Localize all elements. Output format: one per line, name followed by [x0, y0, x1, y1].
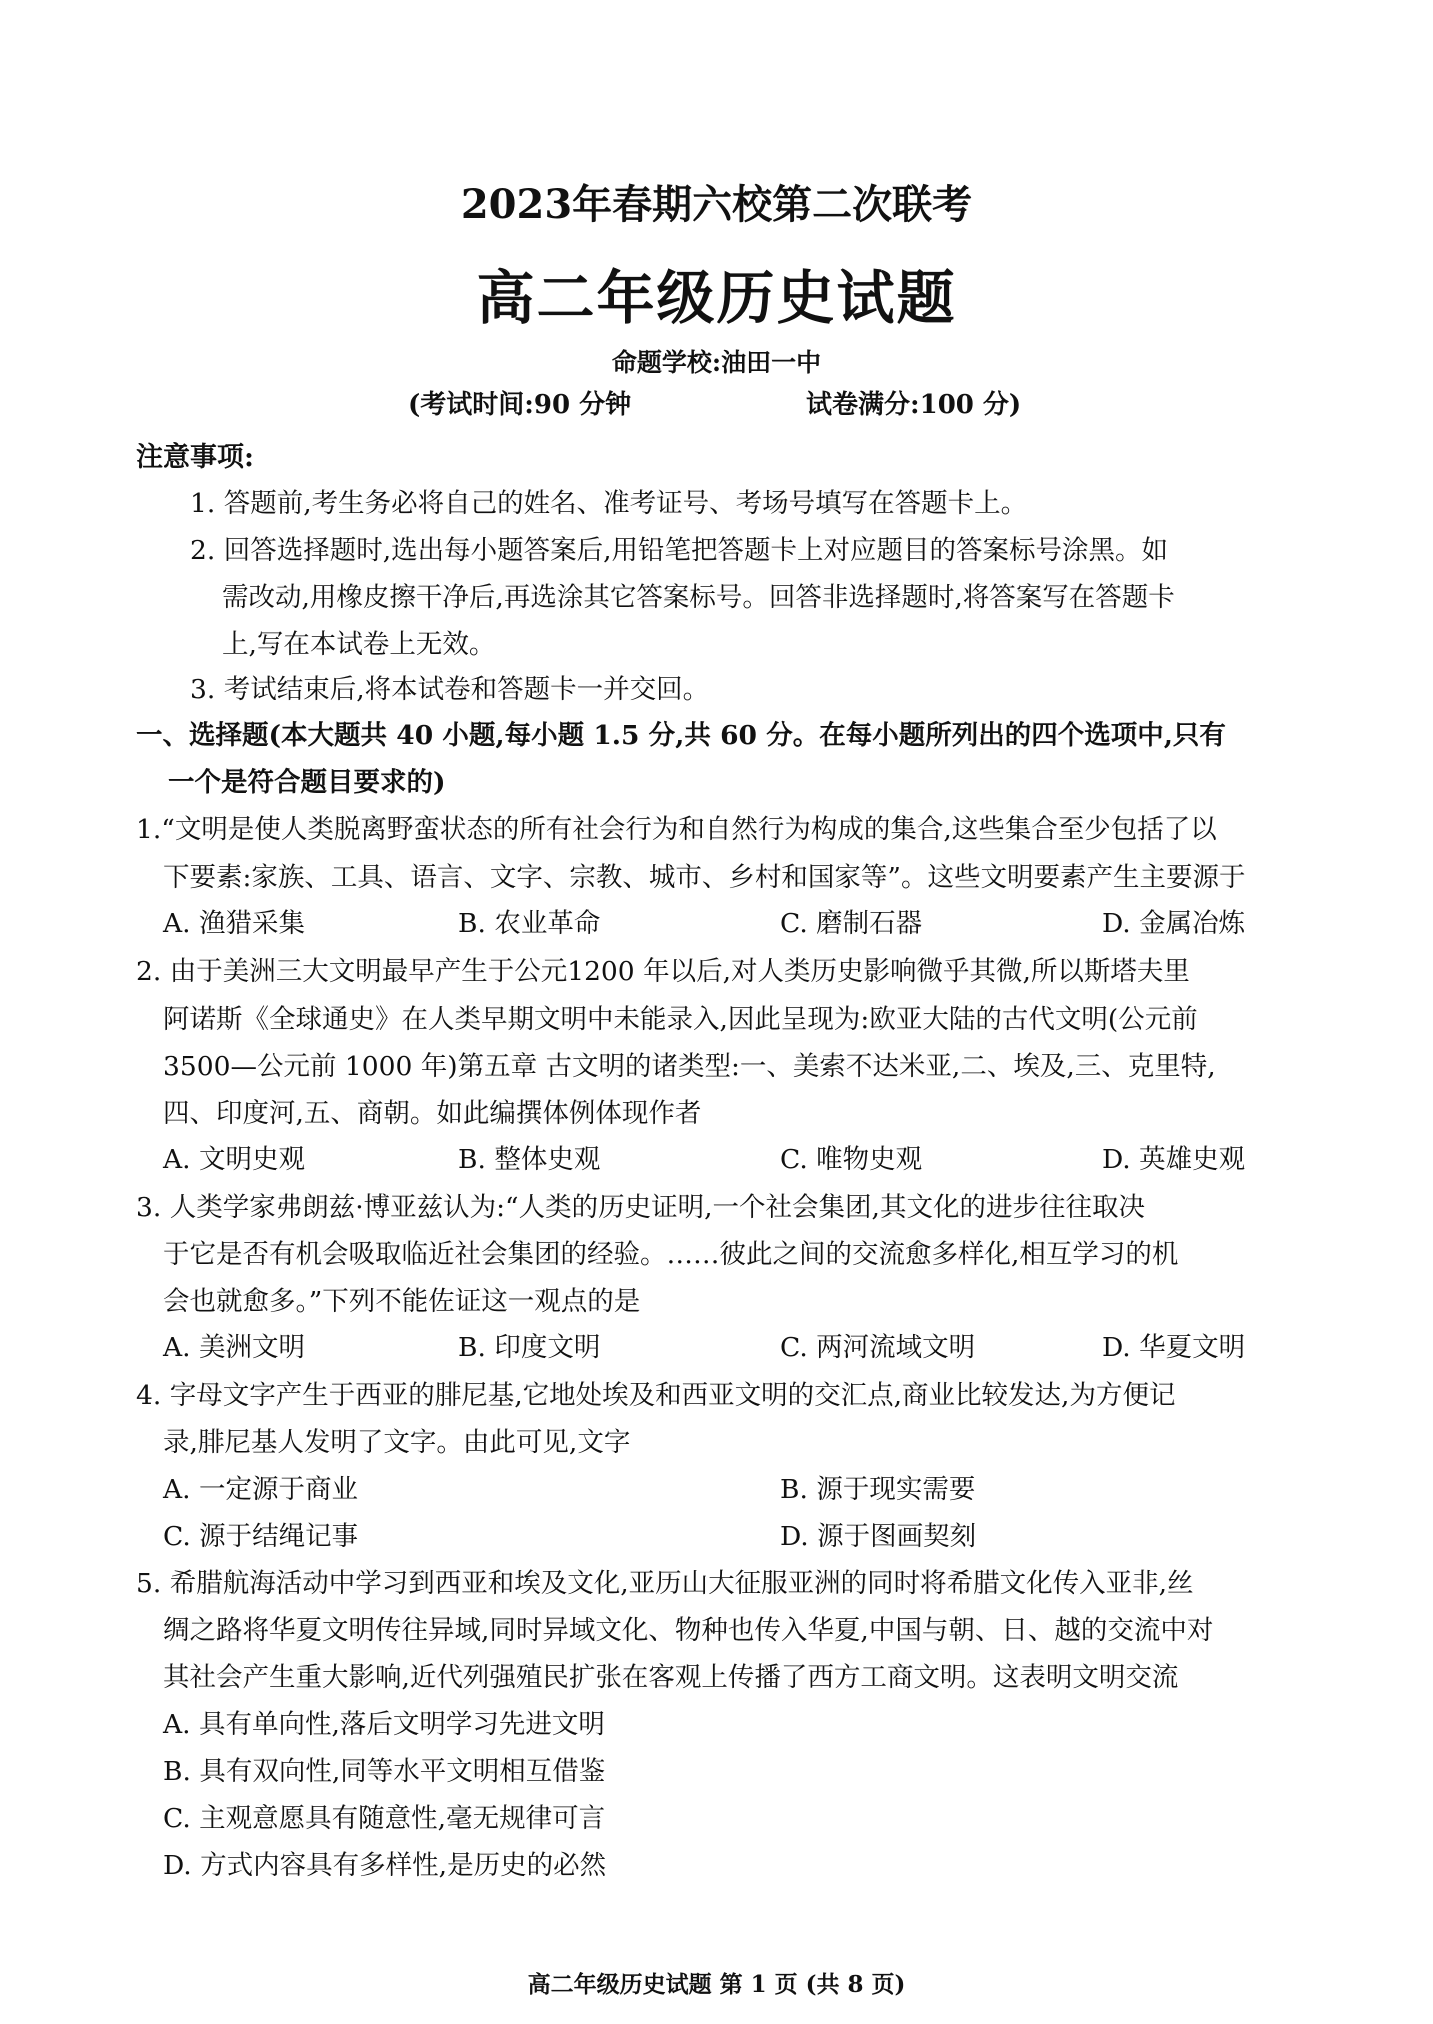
- option-b: B. 农业革命: [458, 908, 601, 939]
- option-d: D. 英雄史观: [1102, 1144, 1246, 1175]
- option-a: A. 渔猎采集: [163, 908, 305, 939]
- option-a: A. 文明史观: [163, 1144, 305, 1175]
- option-d: D. 方式内容具有多样性,是历史的必然: [163, 1850, 607, 1881]
- question-4: 4. 字母文字产生于西亚的腓尼基,它地处埃及和西亚文明的交汇点,商业比较发达,为方便记: [136, 1380, 1176, 1411]
- exam-time: (考试时间:90 分钟: [408, 390, 632, 420]
- question-1: 1.“文明是使人类脱离野蛮状态的所有社会行为和自然行为构成的集合,这些集合至少包括了以: [136, 814, 1217, 845]
- option-c: C. 主观意愿具有随意性,毫无规律可言: [163, 1803, 606, 1834]
- question-2: 3500—公元前 1000 年)第五章 古文明的诸类型:一、美索不达米亚,二、埃及,三、克里特,: [163, 1051, 1216, 1082]
- option-b: B. 具有双向性,同等水平文明相互借鉴: [163, 1756, 606, 1787]
- option-a: A. 具有单向性,落后文明学习先进文明: [163, 1709, 605, 1740]
- question-5: 5. 希腊航海活动中学习到西亚和埃及文化,亚历山大征服亚洲的同时将希腊文化传入亚非,丝: [136, 1568, 1194, 1599]
- option-d: D. 华夏文明: [1102, 1332, 1246, 1363]
- question-3: 于它是否有机会吸取临近社会集团的经验。……彼此之间的交流愈多样化,相互学习的机: [163, 1239, 1179, 1270]
- option-b: B. 源于现实需要: [780, 1474, 976, 1505]
- notice-item: 3. 考试结束后,将本试卷和答题卡一并交回。: [190, 674, 710, 705]
- question-3: 3. 人类学家弗朗兹·博亚兹认为:“人类的历史证明,一个社会集团,其文化的进步往往取决: [136, 1192, 1145, 1223]
- question-2: 阿诺斯《全球通史》在人类早期文明中未能录入,因此呈现为:欧亚大陆的古代文明(公元前: [163, 1004, 1198, 1035]
- section-heading: 一个是符合题目要求的): [168, 767, 446, 798]
- question-5: 绸之路将华夏文明传往异域,同时异域文化、物种也传入华夏,中国与朝、日、越的交流中对: [163, 1615, 1214, 1646]
- section-heading: 一、选择题(本大题共 40 小题,每小题 1.5 分,共 60 分。在每小题所列出的四个选项中,只有: [136, 720, 1226, 751]
- option-c: C. 唯物史观: [780, 1144, 923, 1175]
- notice-label: 注意事项:: [136, 442, 254, 473]
- exam-title: 2023年春期六校第二次联考: [460, 181, 973, 228]
- option-b: B. 印度文明: [458, 1332, 601, 1363]
- exam-score: 试卷满分:100 分): [806, 390, 1022, 420]
- question-1: 下要素:家族、工具、语言、文字、宗教、城市、乡村和国家等”。这些文明要素产生主要源于: [163, 862, 1246, 893]
- notice-item: 2. 回答选择题时,选出每小题答案后,用铅笔把答题卡上对应题目的答案标号涂黑。如: [190, 535, 1169, 566]
- option-c: C. 源于结绳记事: [163, 1521, 359, 1552]
- option-c: C. 磨制石器: [780, 908, 923, 939]
- notice-item: 上,写在本试卷上无效。: [222, 629, 496, 660]
- school-line: 命题学校:油田一中: [611, 348, 822, 377]
- option-d: D. 金属冶炼: [1102, 908, 1246, 939]
- question-4: 录,腓尼基人发明了文字。由此可见,文字: [163, 1427, 631, 1458]
- option-d: D. 源于图画契刻: [780, 1521, 977, 1552]
- option-a: A. 一定源于商业: [163, 1474, 358, 1505]
- question-2: 四、印度河,五、商朝。如此编撰体例体现作者: [163, 1098, 702, 1129]
- subject-title: 高二年级历史试题: [476, 264, 957, 332]
- option-c: C. 两河流域文明: [780, 1332, 976, 1363]
- notice-item: 1. 答题前,考生务必将自己的姓名、准考证号、考场号填写在答题卡上。: [190, 488, 1028, 519]
- option-a: A. 美洲文明: [163, 1332, 305, 1363]
- question-2: 2. 由于美洲三大文明最早产生于公元1200 年以后,对人类历史影响微乎其微,所以斯塔夫里: [136, 956, 1190, 987]
- question-5: 其社会产生重大影响,近代列强殖民扩张在客观上传播了西方工商文明。这表明文明交流: [163, 1662, 1179, 1693]
- page-footer: 高二年级历史试题 第 1 页 (共 8 页): [527, 1971, 906, 1998]
- question-3: 会也就愈多。”下列不能佐证这一观点的是: [163, 1286, 641, 1317]
- option-b: B. 整体史观: [458, 1144, 601, 1175]
- notice-item: 需改动,用橡皮擦干净后,再选涂其它答案标号。回答非选择题时,将答案写在答题卡: [222, 582, 1175, 613]
